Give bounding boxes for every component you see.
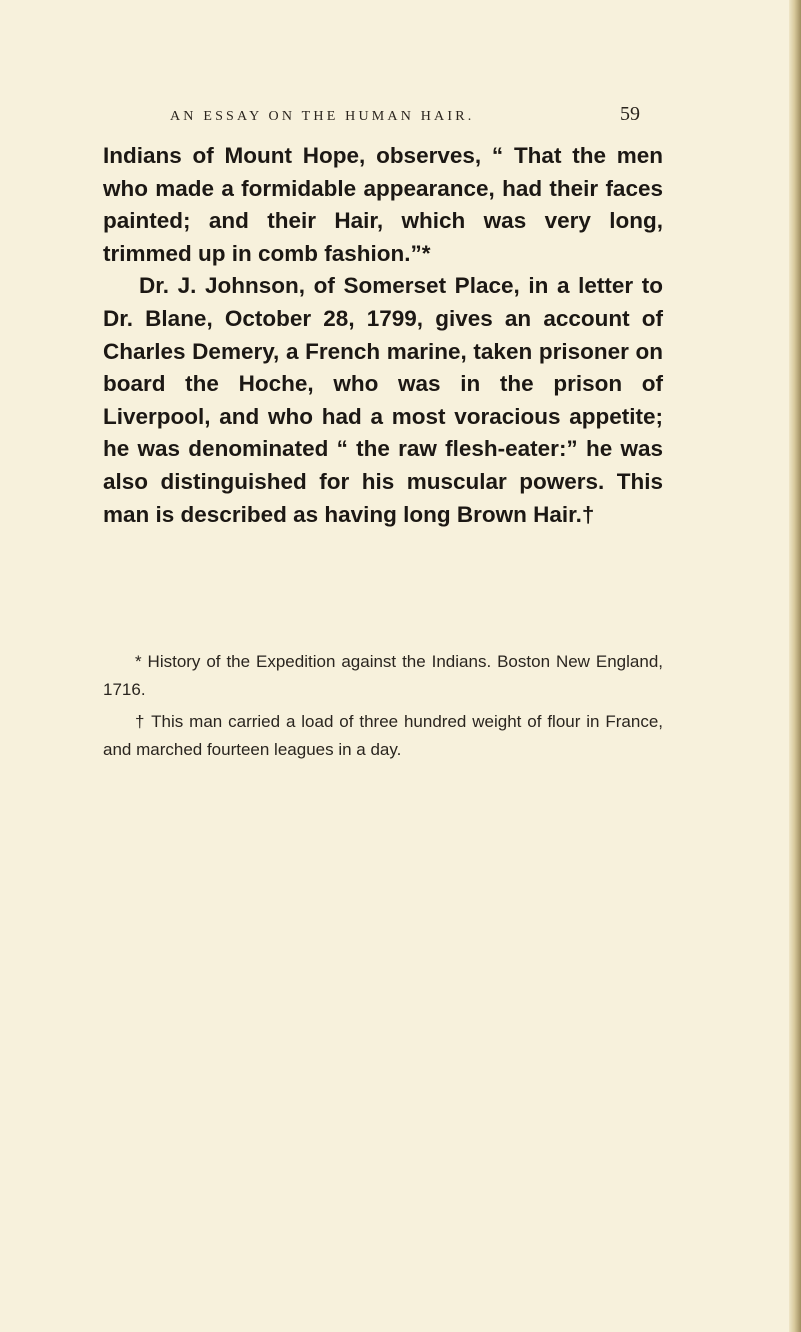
page-edge [789,0,801,1332]
page-header [170,103,640,126]
page-number: 59 [620,103,640,125]
running-head: AN ESSAY ON THE HUMAN HAIR. [170,109,475,124]
paragraph: Indians of Mount Hope, observes, “ That the men who made a formidable appearance, had their faces painted; and their Hair, which was very long, trimmed up in comb fashion.”* [103,143,663,266]
footnotes [103,648,663,764]
footnote: * History of the Expedition against the Indians. Boston New England, 1716. [103,652,663,699]
paragraph: Dr. J. Johnson, of Somerset Place, in a letter to Dr. Blane, October 28, 1799, gives an account of Charles Demery, a French marine, taken prisoner on board the Hoche, who was in the prison of Liverpool, and who had a most voracious appetite; he was denominated “ the raw flesh-eater:” he was also distinguished for his muscular powers. This man is described as having long Brown Hair.† [103,273,663,527]
footnote: † This man carried a load of three hundred weight of flour in France, and marched fourteen leagues in a day. [103,712,663,759]
body-text [103,140,663,531]
